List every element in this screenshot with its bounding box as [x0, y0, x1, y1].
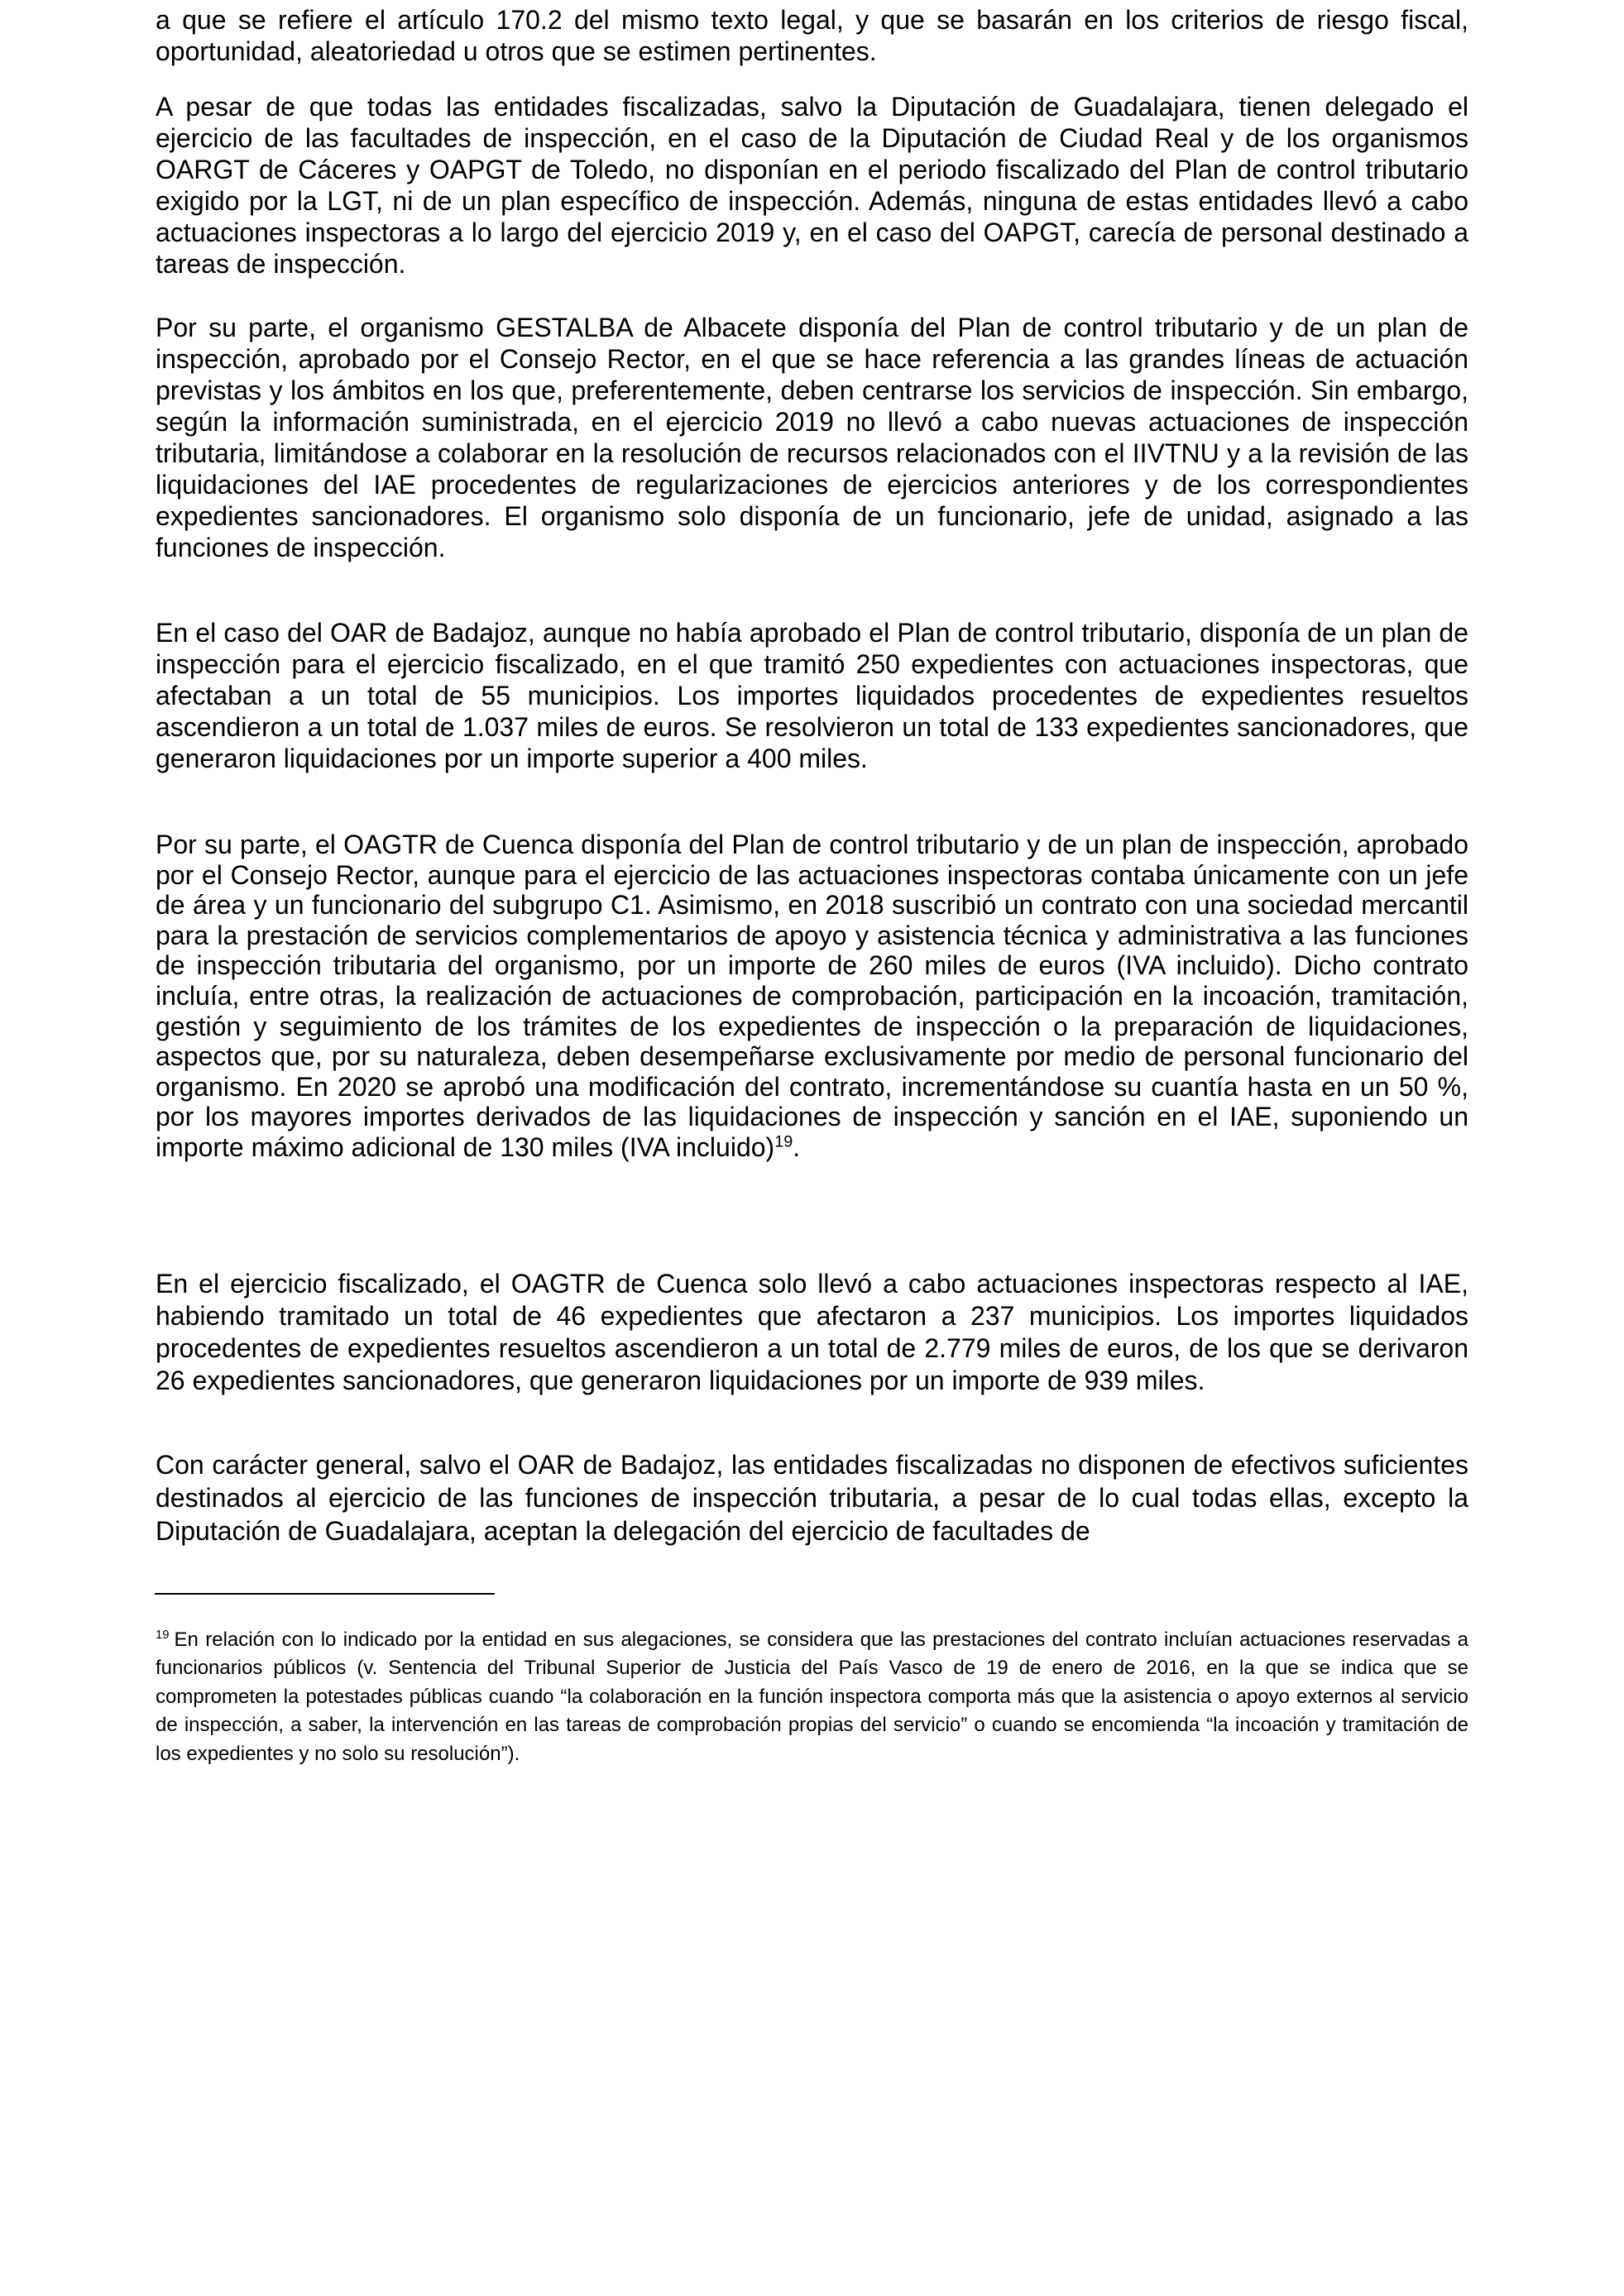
paragraph-oagtr-cuenca-ejercicio: En el ejercicio fiscalizado, el OAGTR de Cuenca solo llevó a cabo actuaciones inspectoras respecto al IAE, habiendo tramitado un total de 46 expedientes que afectaron a 237 municipios. Los importes liquidados procedentes de expedientes resueltos ascendieron a un total de 2.779 miles de euros, de los que se derivaron 26 expedientes sancionadores, que generaron liquidaciones por un importe de 939 miles.	[156, 1269, 1468, 1395]
paragraph-oar-badajoz: En el caso del OAR de Badajoz, aunque no había aprobado el Plan de control tributario, disponía de un plan de inspección para el ejercicio fiscalizado, en el que tramitó 250 expedientes con actuaciones inspectoras, que afectaban a un total de 55 municipios. Los importes liquidados procedentes de expedientes resueltos ascendieron a un total de 1.037 miles de euros. Se resolvieron un total de 133 expedientes sancionadores, que generaron liquidaciones por un importe superior a 400 miles.	[156, 618, 1468, 773]
paragraph-criterios-riesgo: a que se refiere el artículo 170.2 del mismo texto legal, y que se basarán en los criterios de riesgo fiscal, oportunidad, aleatoriedad u otros que se estimen pertinentes.	[156, 5, 1468, 66]
paragraph-caracter-general: Con carácter general, salvo el OAR de Badajoz, las entidades fiscalizadas no disponen de efectivos suficientes destinados al ejercicio de las funciones de inspección tributaria, a pesar de lo cual todas ellas, excepto la Diputación de Guadalajara, aceptan la delegación del ejercicio de facultades de	[156, 1450, 1468, 1546]
footnote-text: En relación con lo indicado por la entidad en sus alegaciones, se considera que las prestaciones del contrato incluían actuaciones reservadas a funcionarios públicos (v. Sentencia del Tribunal Superior de Justicia del País Vasco de 19 de enero de 2016, en la que se indica que se comprometen la potestades públicas cuando “la colaboración en la función inspectora comporta más que la asistencia o apoyo externos al servicio de inspección, a saber, la intervención en las tareas de comprobación propias del servicio” o cuando se encomienda “la incoación y tramitación de los expedientes y no solo su resolución”).	[156, 1629, 1468, 1765]
footnote-number: 19	[156, 1629, 170, 1642]
paragraph-gestalba-albacete: Por su parte, el organismo GESTALBA de Albacete disponía del Plan de control tributario y de un plan de inspección, aprobado por el Consejo Rector, en el que se hace referencia a las grandes líneas de actuación previstas y los ámbitos en los que, preferentemente, deben centrarse los servicios de inspección. Sin embargo, según la información suministrada, en el ejercicio 2019 no llevó a cabo nuevas actuaciones de inspección tributaria, limitándose a colaborar en la resolución de recursos relacionados con el IIVTNU y a la revisión de las liquidaciones del IAE procedentes de regularizaciones de ejercicios anteriores y de los correspondientes expedientes sancionadores. El organismo solo disponía de un funcionario, jefe de unidad, asignado a las funciones de inspección.	[156, 313, 1468, 562]
paragraph-oagtr-cuenca-contrato	[156, 830, 1468, 1163]
paragraph-tail: .	[793, 1131, 801, 1162]
paragraph-body: Por su parte, el OAGTR de Cuenca disponía del Plan de control tributario y de un plan de inspección, aprobado por el Consejo Rector, aunque para el ejercicio de las actuaciones inspectoras contaba únicamente con un jefe de área y un funcionario del subgrupo C1. Asimismo, en 2018 suscribió un contrato con una sociedad mercantil para la prestación de servicios complementarios de apoyo y asistencia técnica y administrativa a las funciones de inspección tributaria del organismo, por un importe de 260 miles de euros (IVA incluido). Dicho contrato incluía, entre otras, la realización de actuaciones de comprobación, participación en la incoación, tramitación, gestión y seguimiento de los trámites de los expedientes de inspección o la preparación de liquidaciones, aspectos que, por su naturaleza, deben desempeñarse exclusivamente por medio de personal funcionario del organismo. En 2020 se aprobó una modificación del contrato, incrementándose su cuantía hasta en un 50 %, por los mayores importes derivados de las liquidaciones de inspección y sanción en el IAE, suponiendo un importe máximo adicional de 130 miles (IVA incluido)	[156, 830, 1468, 1162]
footnote-separator	[155, 1593, 495, 1595]
footnote-reference[interactable]: 19	[774, 1132, 793, 1151]
footnote-19	[156, 1626, 1468, 1768]
paragraph-entidades-sin-plan: A pesar de que todas las entidades fiscalizadas, salvo la Diputación de Guadalajara, tienen delegado el ejercicio de las facultades de inspección, en el caso de la Diputación de Ciudad Real y de los organismos OARGT de Cáceres y OAPGT de Toledo, no disponían en el periodo fiscalizado del Plan de control tributario exigido por la LGT, ni de un plan específico de inspección. Además, ninguna de estas entidades llevó a cabo actuaciones inspectoras a lo largo del ejercicio 2019 y, en el caso del OAPGT, carecía de personal destinado a tareas de inspección.	[156, 92, 1468, 279]
